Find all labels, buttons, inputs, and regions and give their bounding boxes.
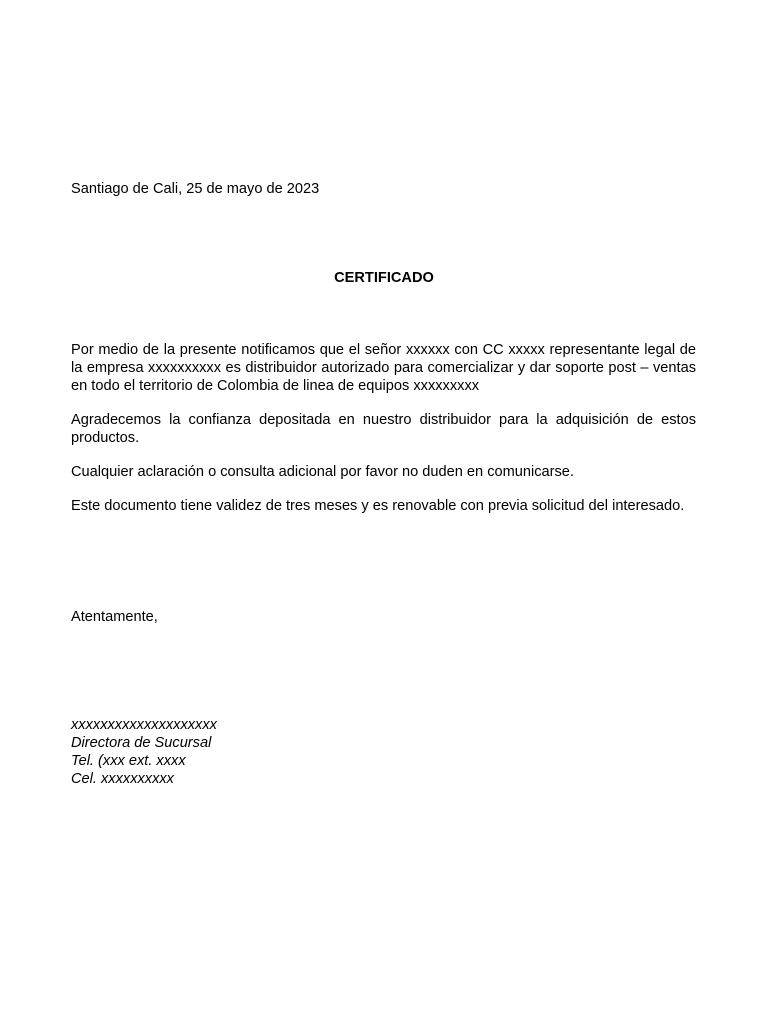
paragraph-notification: Por medio de la presente notificamos que el señor xxxxxx con CC xxxxx representante legal de la empresa xxxxxxxxxx es distribuidor autorizado para comercializar y dar soporte post – ventas en todo el territorio de Colombia de linea de equipos xxxxxxxxx bbox=[71, 342, 696, 394]
paragraph-thanks: Agradecemos la confianza depositada en nuestro distribuidor para la adquisición de estos productos. bbox=[71, 412, 696, 446]
paragraph-validity: Este documento tiene validez de tres meses y es renovable con previa solicitud del interesado. bbox=[71, 498, 685, 514]
document-title: CERTIFICADO bbox=[334, 270, 434, 286]
signatory-phone: Tel. (xxx ext. xxxx bbox=[71, 753, 186, 769]
signatory-name: xxxxxxxxxxxxxxxxxxxx bbox=[71, 717, 217, 733]
letter-body bbox=[71, 341, 696, 531]
date-line: Santiago de Cali, 25 de mayo de 2023 bbox=[71, 181, 320, 197]
signature-block bbox=[71, 716, 217, 788]
signatory-mobile: Cel. xxxxxxxxxx bbox=[71, 771, 174, 787]
paragraph-inquiries: Cualquier aclaración o consulta adicional por favor no duden en comunicarse. bbox=[71, 464, 574, 480]
signatory-position: Directora de Sucursal bbox=[71, 735, 212, 751]
closing-line: Atentamente, bbox=[71, 609, 158, 625]
